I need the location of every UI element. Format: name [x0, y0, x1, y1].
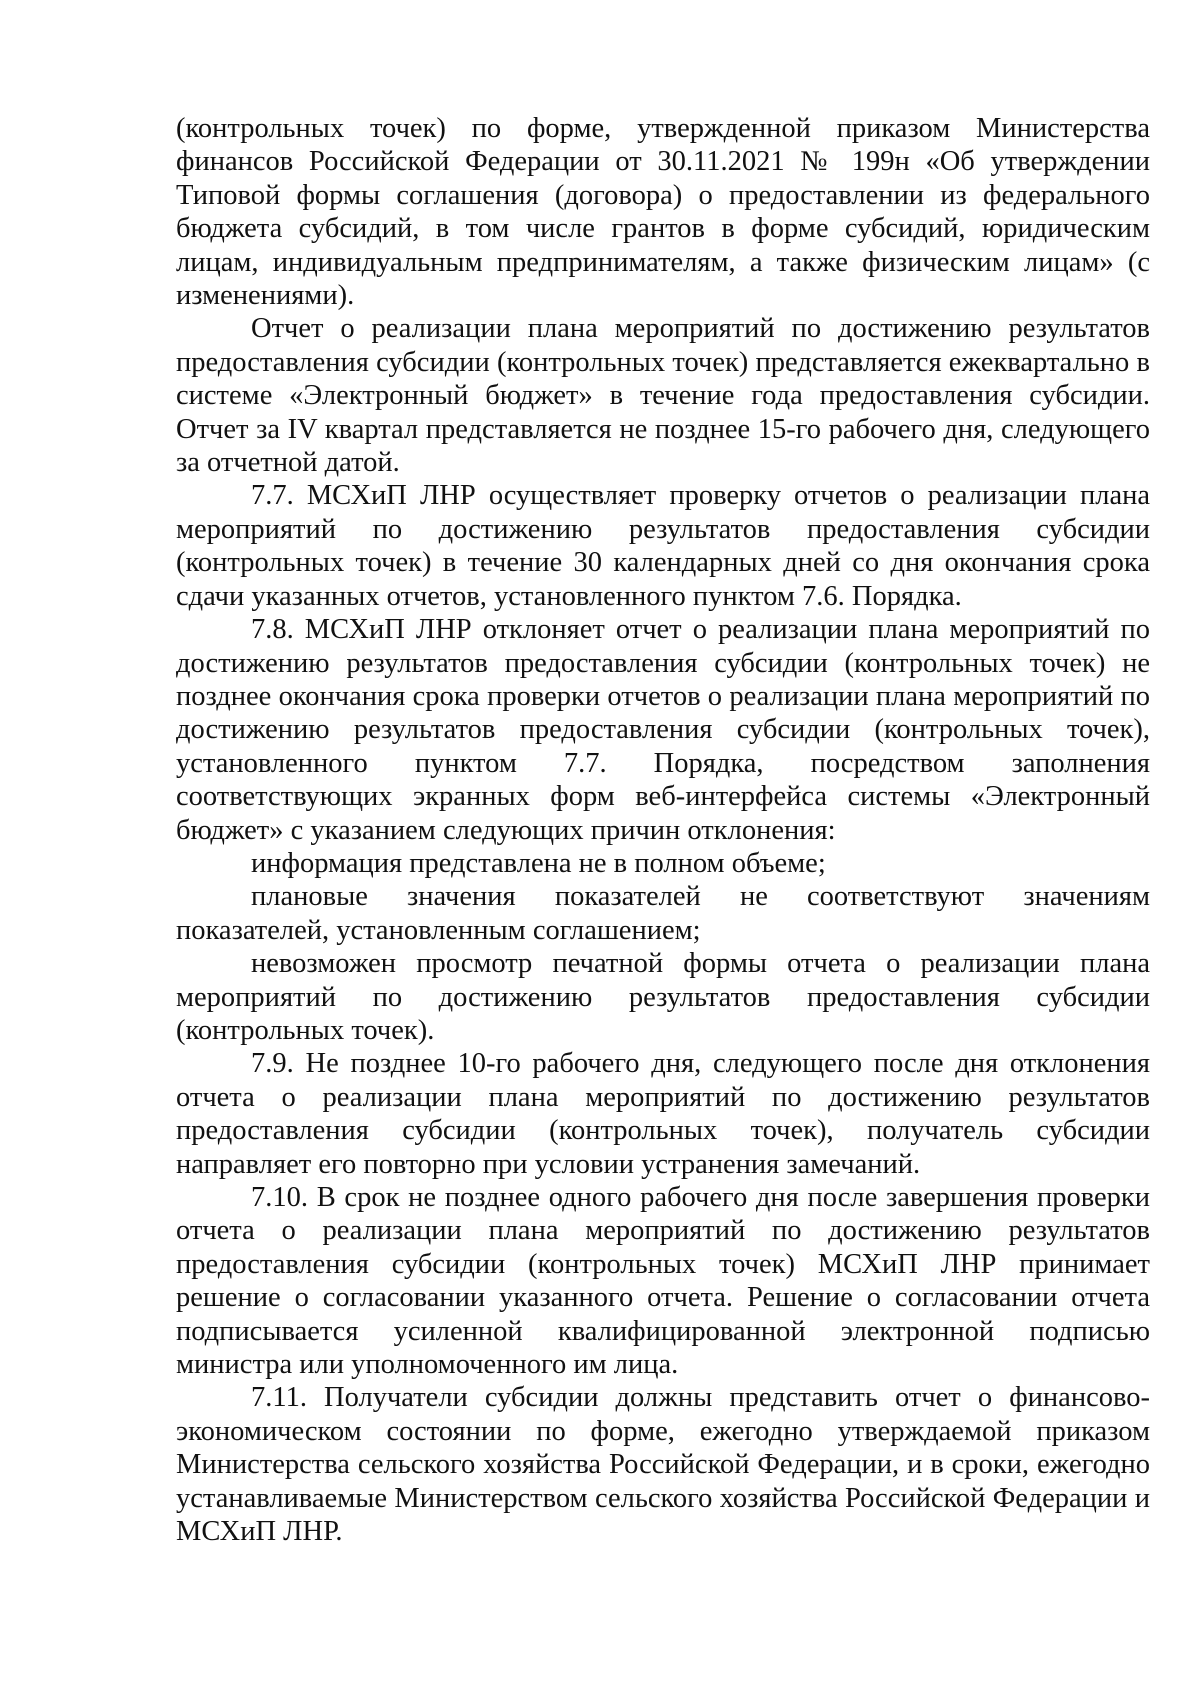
paragraph-7-10: 7.10. В срок не позднее одного рабочего дня после завершения проверки отчета о реализации плана мероприятий по достижению результатов предоставления субсидии (контрольных точек) МСХиП ЛНР принимает решение о согласовании указанного отчета. Решение о согласовании отчета подписывается усиленной квалифицированной электронной подписью министра или уполномоченного им лица.: [176, 1182, 1150, 1381]
paragraph-7-9: 7.9. Не позднее 10-го рабочего дня, следующего после дня отклонения отчета о реализации плана мероприятий по достижению результатов предоставления субсидии (контрольных точек), получатель субсидии направляет его повторно при условии устранения замечаний.: [176, 1048, 1150, 1180]
paragraph-continuation: (контрольных точек) по форме, утвержденной приказом Министерства финансов Российской Федерации от 30.11.2021 № 199н «Об утверждении Типовой формы соглашения (договора) о предоставлении из федерального бюджета субсидий, в том числе грантов в форме субсидий, юридическим лицам, индивидуальным предпринимателям, а также физическим лицам» (с изменениями).: [176, 113, 1150, 312]
rejection-reason-3: невозможен просмотр печатной формы отчета о реализации плана мероприятий по достижению результатов предоставления субсидии (контрольных точек).: [176, 948, 1150, 1046]
rejection-reason-1: информация представлена не в полном объеме;: [251, 847, 826, 879]
paragraph-7-11: 7.11. Получатели субсидии должны представить отчет о финансово-экономическом состоянии по форме, ежегодно утверждаемой приказом Министерства сельского хозяйства Российской Федерации, и в сроки, ежегодно устанавливаемые Министерством сельского хозяйства Российской Федерации и МСХиП ЛНР.: [176, 1382, 1150, 1548]
paragraph-7-8: 7.8. МСХиП ЛНР отклоняет отчет о реализации плана мероприятий по достижению результатов предоставления субсидии (контрольных точек) не позднее окончания срока проверки отчетов о реализации плана мероприятий по достижению результатов предоставления субсидии (контрольных точек), установленного пунктом 7.7. Порядка, посредством заполнения соответствующих экранных форм веб-интерфейса системы «Электронный бюджет» с указанием следующих причин отклонения:: [176, 614, 1150, 846]
document-body: [176, 112, 1150, 1548]
rejection-reason-2: плановые значения показателей не соответствуют значениям показателей, установленным соглашением;: [176, 881, 1150, 946]
paragraph-7-7: 7.7. МСХиП ЛНР осуществляет проверку отчетов о реализации плана мероприятий по достижению результатов предоставления субсидии (контрольных точек) в течение 30 календарных дней со дня окончания срока сдачи указанных отчетов, установленного пунктом 7.6. Порядка.: [176, 480, 1150, 612]
paragraph-report-submission: Отчет о реализации плана мероприятий по достижению результатов предоставления субсидии (контрольных точек) представляется ежеквартально в системе «Электронный бюджет» в течение года предоставления субсидии. Отчет за IV квартал представляется не позднее 15-го рабочего дня, следующего за отчетной датой.: [176, 313, 1150, 479]
